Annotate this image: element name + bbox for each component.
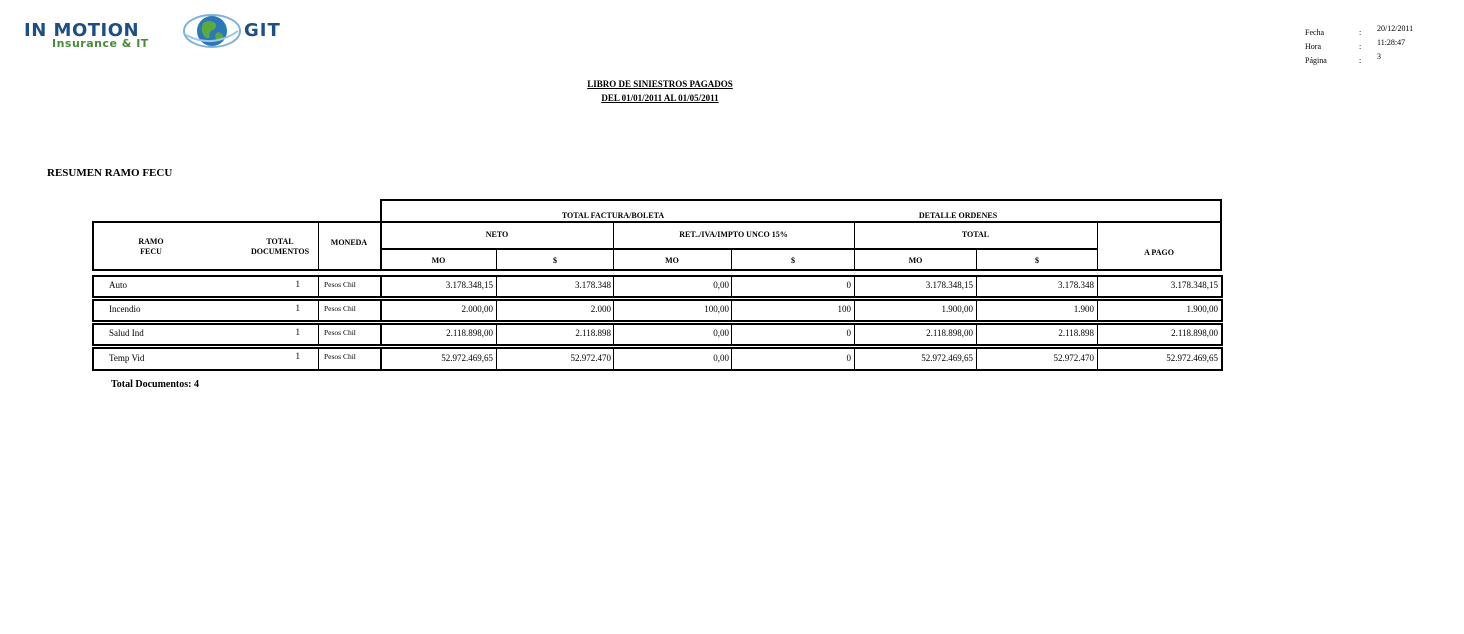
header-ramo-line1: RAMO: [138, 237, 164, 246]
cell-ret-mo: 0,00: [713, 328, 729, 338]
header-total-mo: MO: [908, 256, 923, 265]
cell-docs: 1: [295, 303, 300, 313]
row-divider: [613, 324, 614, 345]
company-logo: [22, 12, 298, 54]
cell-ret-mo: 0,00: [713, 353, 729, 363]
row-divider: [496, 300, 497, 321]
cell-total-mo: 52.972.469,65: [921, 353, 973, 363]
header-ret-mo: MO: [665, 256, 679, 265]
row-divider: [613, 348, 614, 370]
globe-icon: [183, 13, 241, 49]
row-divider: [613, 300, 614, 321]
header-neto-peso: $: [553, 256, 557, 265]
row-divider: [731, 300, 732, 321]
cell-neto-peso: 2.000: [590, 304, 611, 314]
cell-total-mo: 2.118.898,00: [926, 328, 973, 338]
section-title: RESUMEN RAMO FECU: [47, 167, 173, 179]
header-total-factura: TOTAL FACTURA/BOLETA: [561, 211, 665, 220]
row-divider: [854, 300, 855, 321]
row-divider: [854, 276, 855, 297]
cell-neto-peso: 2.118.898: [575, 328, 611, 338]
cell-neto-mo: 52.972.469,65: [441, 353, 493, 363]
meta-label: Página: [1305, 56, 1327, 65]
cell-neto-mo: 2.118.898,00: [446, 328, 493, 338]
header-total-documentos: [240, 237, 320, 257]
meta-fecha: [1305, 26, 1445, 40]
cell-neto-peso: 3.178.348: [575, 280, 611, 290]
cell-ret-peso: 0: [846, 353, 851, 363]
cell-neto-mo: 3.178.348,15: [445, 280, 493, 290]
cell-moneda: Pesos Chil: [324, 328, 356, 337]
header-total: TOTAL: [961, 230, 990, 239]
cell-total-mo: 1.900,00: [941, 304, 973, 314]
cell-total-peso: 52.972.470: [1053, 353, 1094, 363]
header-ramo-line2: FECU: [140, 247, 162, 256]
cell-ret-peso: 0: [846, 280, 851, 290]
row-divider: [496, 276, 497, 297]
row-divider: [1097, 348, 1098, 370]
logo-tagline: Insurance & IT: [52, 37, 149, 50]
cell-ramo: Incendio: [109, 304, 141, 314]
meta-value: 20/12/2011: [1377, 24, 1414, 33]
row-divider: [731, 324, 732, 345]
cell-ret-mo: 100,00: [704, 304, 729, 314]
row-divider: [731, 276, 732, 297]
meta-separator: :: [1359, 42, 1362, 51]
header-neto-mo: MO: [431, 256, 446, 265]
header-ret: RET../IVA/IMPTO UNCO 15%: [679, 230, 788, 239]
header-ret-peso: $: [791, 256, 795, 265]
header-a-pago: A PAGO: [1144, 248, 1174, 257]
cell-a-pago: 2.118.898,00: [1171, 328, 1218, 338]
cell-total-peso: 2.118.898: [1058, 328, 1094, 338]
row-divider: [1097, 300, 1098, 321]
cell-ret-peso: 0: [846, 328, 851, 338]
cell-moneda: Pesos Chil: [324, 352, 356, 361]
meta-value: 3: [1377, 52, 1381, 61]
header-ramo: [121, 237, 181, 257]
row-divider: [318, 300, 319, 321]
logo-word-right: GIT: [244, 20, 281, 41]
cell-docs: 1: [295, 327, 300, 337]
cell-docs: 1: [295, 351, 300, 361]
header-total-docs-line1: TOTAL: [266, 237, 294, 246]
cell-total-peso: 3.178.348: [1058, 280, 1094, 290]
cell-total-peso: 1.900: [1073, 304, 1094, 314]
row-divider: [496, 348, 497, 370]
report-date-range: DEL 01/01/2011 AL 01/05/2011: [601, 93, 719, 103]
cell-a-pago: 3.178.348,15: [1170, 280, 1218, 290]
row-divider: [318, 348, 319, 370]
meta-pagina: [1305, 54, 1445, 68]
cell-ret-peso: 100: [837, 304, 851, 314]
header-total-peso: $: [1035, 256, 1039, 265]
cell-neto-peso: 52.972.470: [570, 353, 611, 363]
cell-ret-mo: 0,00: [713, 280, 729, 290]
row-divider: [1097, 324, 1098, 345]
row-divider: [613, 276, 614, 297]
cell-moneda: Pesos Chil: [324, 304, 356, 313]
header-divider: [381, 248, 1097, 250]
meta-value: 11:28:47: [1377, 38, 1406, 47]
header-group-box: [380, 199, 1222, 223]
cell-ramo: Salud Ind: [109, 328, 144, 338]
meta-separator: :: [1359, 28, 1362, 37]
header-neto: NETO: [485, 230, 509, 239]
row-divider: [976, 348, 977, 370]
row-divider: [976, 324, 977, 345]
cell-a-pago: 1.900,00: [1186, 304, 1218, 314]
header-detalle-ordenes: DETALLE ORDENES: [918, 211, 998, 220]
cell-ramo: Temp Vid: [109, 353, 145, 363]
row-divider: [318, 276, 319, 297]
cell-ramo: Auto: [109, 280, 127, 290]
cell-a-pago: 52.972.469,65: [1166, 353, 1218, 363]
cell-total-mo: 3.178.348,15: [925, 280, 973, 290]
row-divider: [854, 348, 855, 370]
meta-label: Fecha: [1305, 28, 1325, 37]
row-divider: [976, 276, 977, 297]
row-divider: [1097, 276, 1098, 297]
row-divider: [318, 324, 319, 345]
meta-label: Hora: [1305, 42, 1321, 51]
meta-hora: [1305, 40, 1445, 54]
cell-docs: 1: [295, 279, 300, 289]
cell-moneda: Pesos Chil: [324, 280, 356, 289]
cell-neto-mo: 2.000,00: [461, 304, 493, 314]
header-divider: [1097, 222, 1098, 270]
header-total-docs-line2: DOCUMENTOS: [250, 247, 310, 256]
row-divider: [731, 348, 732, 370]
header-moneda: MONEDA: [330, 238, 368, 247]
meta-separator: :: [1359, 56, 1362, 65]
report-meta: [1305, 26, 1445, 68]
logo-word-left: IN MOTION: [24, 20, 140, 41]
row-divider: [854, 324, 855, 345]
report-title: LIBRO DE SINIESTROS PAGADOS: [587, 79, 733, 89]
total-documentos: Total Documentos: 4: [111, 379, 199, 390]
row-divider: [976, 300, 977, 321]
row-divider: [496, 324, 497, 345]
